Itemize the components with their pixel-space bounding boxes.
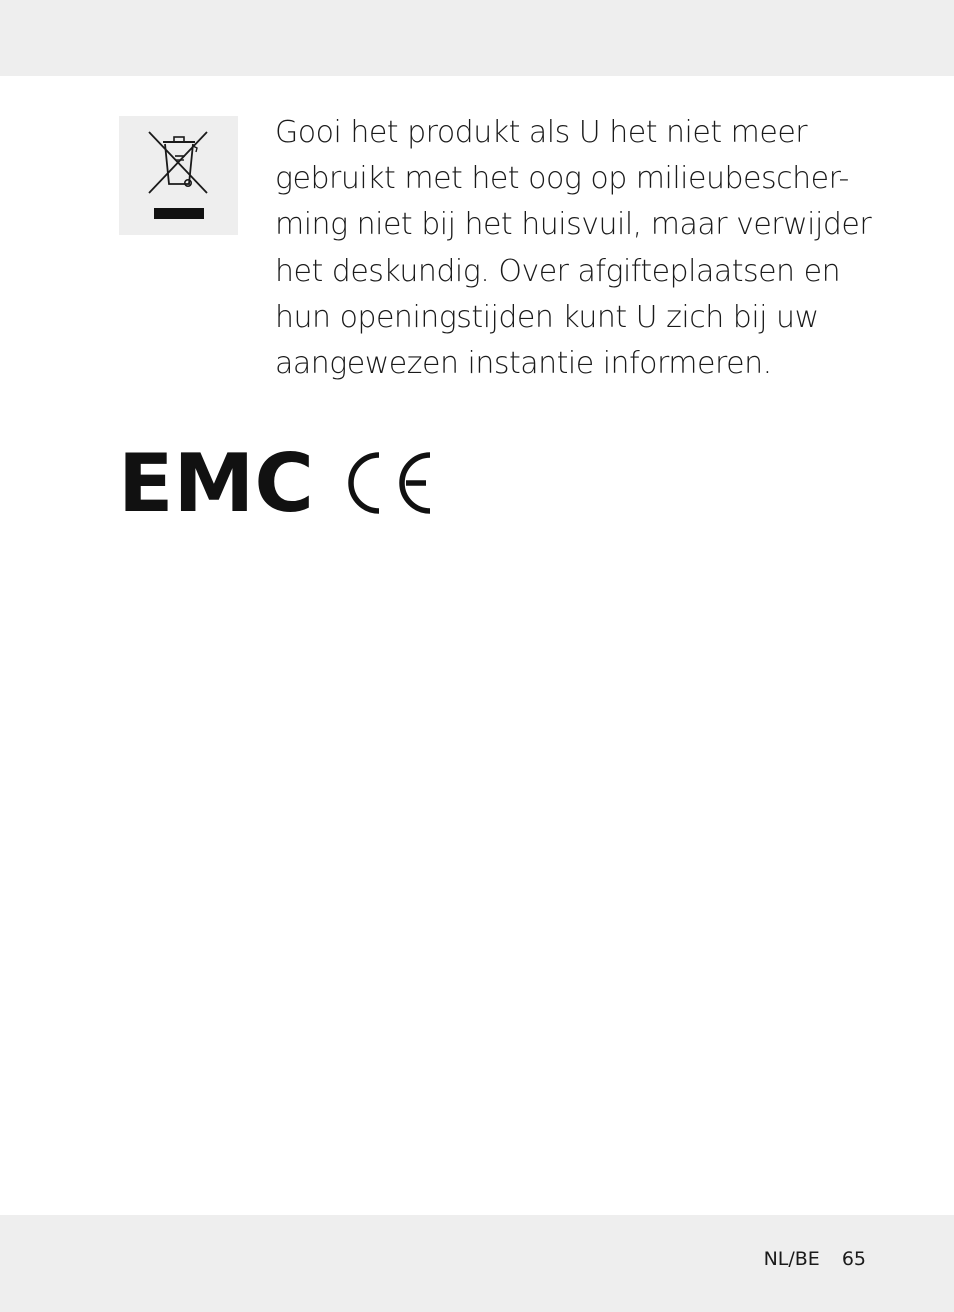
disposal-line: Gooi het produkt als U het niet meer: [275, 115, 808, 150]
disposal-line: aangewezen instantie informeren.: [275, 346, 772, 382]
emc-mark: EMC: [118, 448, 314, 518]
language-code: NL/BE: [763, 1248, 820, 1270]
disposal-line: hun openingstijden kunt U zich bij uw: [275, 299, 819, 335]
page-footer: [764, 1248, 866, 1270]
disposal-line: gebruikt met het oog op milieubescher-: [275, 161, 849, 197]
disposal-line: het deskundig. Over afgifteplaatsen en: [275, 253, 841, 289]
crossed-out-wheelie-bin-icon: [119, 116, 238, 235]
ce-mark-icon: [351, 455, 430, 511]
disposal-line: ming niet bij het huisvuil, maar verwijder: [275, 207, 872, 243]
header-band: [0, 0, 954, 76]
page-number: 65: [841, 1248, 866, 1270]
disposal-instructions: [275, 110, 915, 387]
compliance-marks: [118, 448, 448, 518]
weee-symbol: [119, 116, 238, 235]
